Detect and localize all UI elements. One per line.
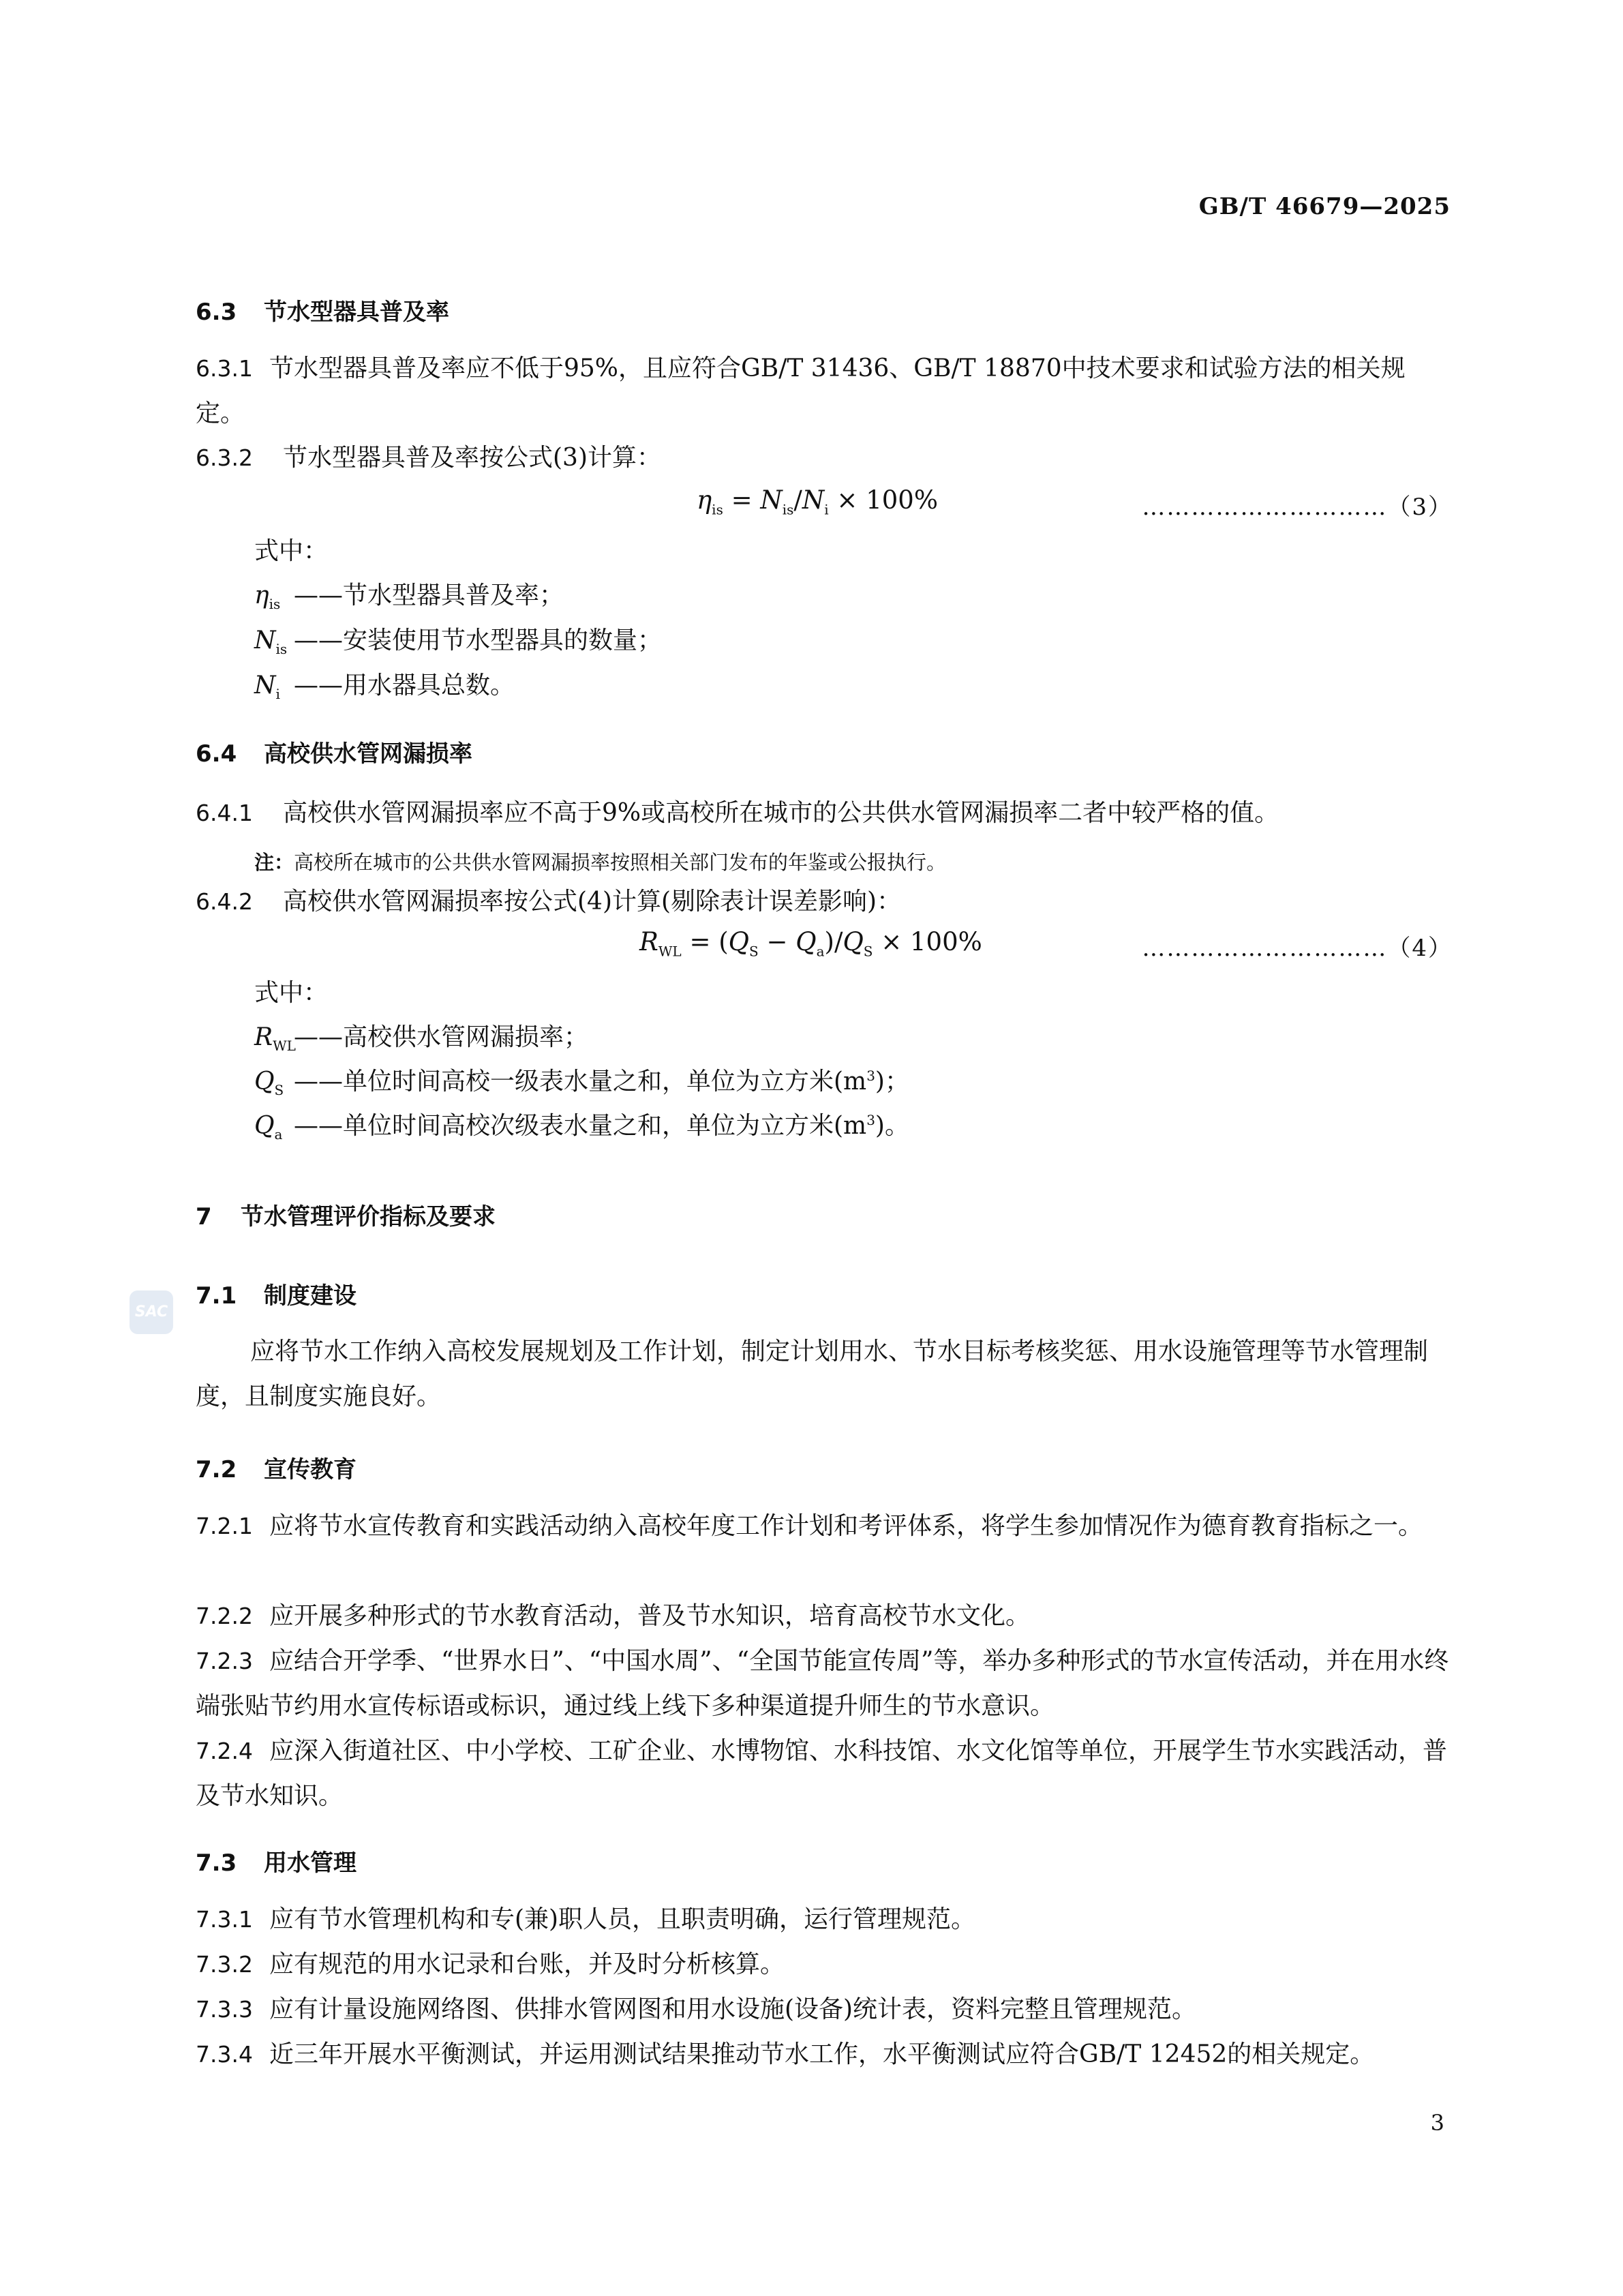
clause-7-2-1 bbox=[196, 1504, 1453, 1549]
variable-q-s: $Q_S$ ——单位时间高校一级表水量之和，单位为立方米$(m^3)$； bbox=[254, 1068, 909, 1099]
clause-number: 6.4.2 bbox=[196, 888, 253, 915]
section-7-1-heading bbox=[196, 1277, 357, 1310]
variable-n-i: $N_i$ ——用水器具总数。 bbox=[254, 671, 515, 703]
clause-7-3-3 bbox=[196, 1987, 1453, 2032]
clause-7-2-2 bbox=[196, 1594, 1453, 1639]
clause-text: 高校供水管网漏损率应不高于9%或高校所在城市的公共供水管网漏损率二者中较严格的值。 bbox=[283, 799, 1279, 827]
section-number: 6.3 bbox=[196, 299, 237, 326]
clause-number: 6.3.1 bbox=[196, 355, 253, 382]
note: 注：高校所在城市的公共供水管网漏损率按照相关部门发布的年鉴或公报执行。 bbox=[254, 851, 947, 874]
variable-subscript: a bbox=[274, 1126, 283, 1143]
clause-7-3-4 bbox=[196, 2032, 1453, 2077]
section-title: 用水管理 bbox=[264, 1849, 357, 1877]
clause-7-2-3 bbox=[196, 1639, 1453, 1729]
clause-number: 7.2.2 bbox=[196, 1603, 253, 1629]
section-title: 高校供水管网漏损率 bbox=[264, 740, 472, 768]
variable-eta-is: $\eta_{is}$ ——节水型器具普及率； bbox=[254, 581, 564, 613]
clause-number: 6.4.1 bbox=[196, 800, 253, 826]
clause-number: 7.2.1 bbox=[196, 1513, 253, 1539]
section-title: 节水型器具普及率 bbox=[264, 299, 449, 326]
clause-6-4-1 bbox=[196, 791, 1279, 836]
section-title: 制度建设 bbox=[264, 1282, 357, 1310]
equation-number-3: …………………………（3） bbox=[1142, 494, 1453, 521]
clause-7-2-4 bbox=[196, 1729, 1453, 1819]
section-number: 6.4 bbox=[196, 740, 237, 768]
section-title: 宣传教育 bbox=[264, 1456, 357, 1483]
standard-number: GB/T 46679—2025 bbox=[1198, 193, 1451, 220]
clause-6-3-2 bbox=[196, 436, 661, 481]
clause-text: 应有计量设施网络图、供排水管网图和用水设施(设备)统计表，资料完整且管理规范。 bbox=[269, 1995, 1197, 2023]
equation-number-4: …………………………（4） bbox=[1142, 935, 1453, 962]
section-7-2-heading bbox=[196, 1451, 357, 1484]
clause-number: 7.2.4 bbox=[196, 1738, 253, 1764]
clause-6-3-1 bbox=[196, 346, 1453, 436]
section-number: 7.3 bbox=[196, 1849, 237, 1877]
variable-subscript: is bbox=[269, 596, 281, 613]
chapter-number: 7 bbox=[196, 1203, 212, 1230]
clause-text: 近三年开展水平衡测试，并运用测试结果推动节水工作，水平衡测试应符合GB/T 12452的相关规定。 bbox=[269, 2040, 1375, 2068]
section-7-3-heading bbox=[196, 1844, 357, 1877]
clause-text: 应开展多种形式的节水教育活动，普及节水知识，培育高校节水文化。 bbox=[269, 1602, 1030, 1630]
where-label: 式中： bbox=[254, 537, 329, 565]
clause-number: 6.3.2 bbox=[196, 444, 253, 471]
variable-n-is: $N_{is}$ ——安装使用节水型器具的数量； bbox=[254, 626, 663, 658]
formula-4: $R_{WL} = (Q_S - Q_a)/Q_S \times 100\%$ bbox=[639, 927, 982, 960]
clause-number: 7.3.2 bbox=[196, 1951, 253, 1978]
section-6-4-heading bbox=[196, 735, 472, 768]
chapter-7-heading bbox=[196, 1198, 496, 1231]
sac-logo: SAC bbox=[130, 1290, 173, 1334]
clause-text: 节水型器具普及率应不低于95%，且应符合GB/T 31436、GB/T 18870中技术要求和试验方法的相关规定。 bbox=[196, 354, 1406, 427]
clause-6-4-2 bbox=[196, 879, 901, 924]
variable-subscript: i bbox=[275, 686, 280, 703]
variable-subscript: WL bbox=[273, 1038, 296, 1055]
section-6-3-heading bbox=[196, 293, 449, 327]
clause-text: 应深入街道社区、中小学校、工矿企业、水博物馆、水科技馆、水文化馆等单位，开展学生节水实践活动，普及节水知识。 bbox=[196, 1737, 1447, 1810]
clause-number: 7.3.3 bbox=[196, 1996, 253, 2023]
clause-7-3-1 bbox=[196, 1897, 1453, 1942]
section-7-1-body: 应将节水工作纳入高校发展规划及工作计划，制定计划用水、节水目标考核奖惩、用水设施管理等节水管理制度，且制度实施良好。 bbox=[196, 1338, 1429, 1410]
variable-q-a: $Q_a$ ——单位时间高校次级表水量之和，单位为立方米$(m^3)$。 bbox=[254, 1112, 909, 1143]
clause-text: 应结合开学季、“世界水日”、“中国水周”、“全国节能宣传周”等，举办多种形式的节水宣传活动，并在用水终端张贴节约用水宣传标语或标识，通过线上线下多种渠道提升师生的节水意识。 bbox=[196, 1647, 1449, 1720]
clause-text: 应有节水管理机构和专(兼)职人员，且职责明确，运行管理规范。 bbox=[269, 1905, 976, 1933]
page-number: 3 bbox=[1430, 2110, 1444, 2136]
chapter-title: 节水管理评价指标及要求 bbox=[241, 1203, 496, 1230]
variable-r-wl: $R_{WL}——$高校供水管网漏损率； bbox=[254, 1023, 589, 1055]
variable-subscript: is bbox=[275, 641, 288, 658]
clause-text: 应有规范的用水记录和台账，并及时分析核算。 bbox=[269, 1950, 785, 1978]
where-label: 式中： bbox=[254, 979, 329, 1007]
section-number: 7.2 bbox=[196, 1456, 237, 1483]
clause-7-3-2 bbox=[196, 1942, 1453, 1987]
variable-subscript: S bbox=[274, 1082, 284, 1099]
clause-text: 节水型器具普及率按公式(3)计算： bbox=[283, 444, 661, 472]
section-number: 7.1 bbox=[196, 1282, 237, 1310]
formula-3: $\eta_{is} = N_{is}/N_i \times 100\%$ bbox=[697, 485, 938, 518]
clause-text: 应将节水宣传教育和实践活动纳入高校年度工作计划和考评体系，将学生参加情况作为德育教育指标之一。 bbox=[269, 1512, 1423, 1540]
clause-number: 7.3.1 bbox=[196, 1906, 253, 1933]
clause-number: 7.2.3 bbox=[196, 1648, 253, 1674]
clause-text: 高校供水管网漏损率按公式(4)计算(剔除表计误差影响)： bbox=[283, 888, 902, 916]
clause-number: 7.3.4 bbox=[196, 2041, 253, 2068]
